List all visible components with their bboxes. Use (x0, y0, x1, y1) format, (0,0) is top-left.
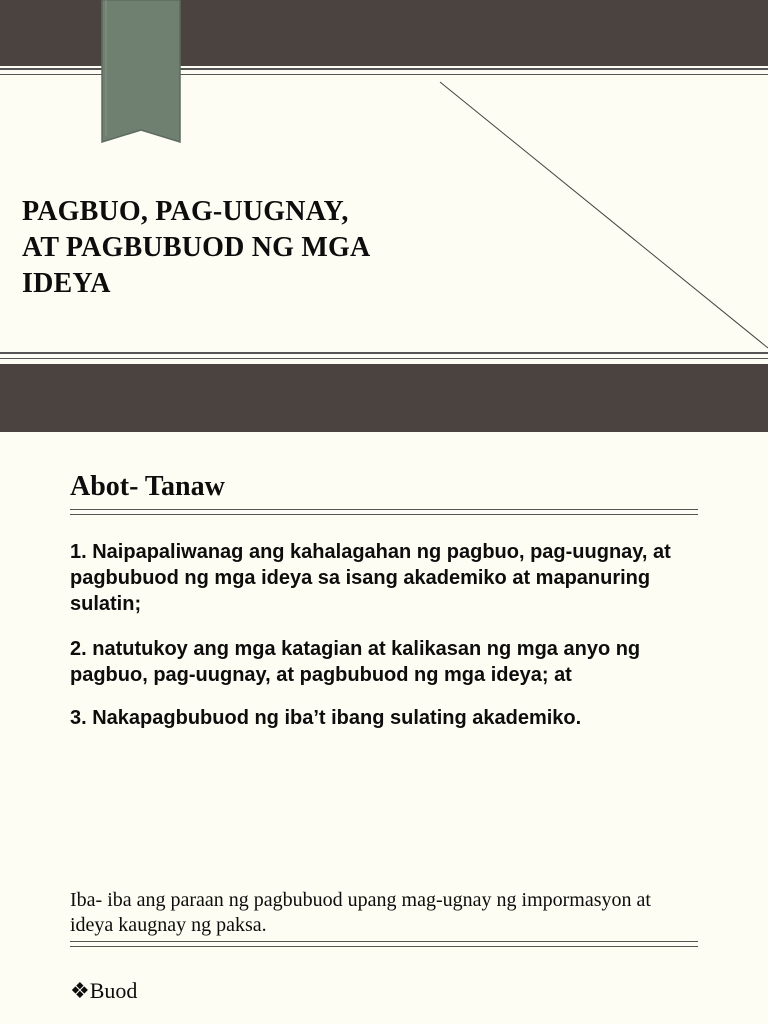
title-line-3: IDEYA (22, 268, 111, 299)
objective-2: 2. natutukoy ang mga katagian at kalikasan ng mga anyo ng pagbuo, pag-uugnay, at pagbubuod ng mga ideya; at (70, 638, 641, 686)
mid-divider (0, 352, 768, 354)
diamond-bullet-icon: ❖ (70, 978, 90, 1003)
title-line-2: AT PAGBUBUOD NG MGA (22, 232, 371, 263)
mid-divider-thin (0, 358, 768, 359)
title-line-1: PAGBUO, PAG-UUGNAY, (22, 196, 349, 227)
note-rule-1 (70, 941, 698, 942)
slide-title (22, 194, 442, 302)
objective-3: 3. Nakapagbubuod ng iba’t ibang sulating akademiko. (70, 707, 582, 729)
heading-rule-1 (70, 509, 698, 510)
diagonal-line (0, 0, 768, 360)
heading-rule-2 (70, 514, 698, 515)
intro-text: Iba- iba ang paraan ng pagbubuod upang mag-ugnay ng impormasyon at ideya kaugnay ng paksa. (70, 889, 651, 936)
bottom-band (0, 364, 768, 432)
bullet-label: Buod (89, 978, 138, 1003)
section-heading: Abot- Tanaw (70, 471, 225, 502)
bullet-item (70, 977, 137, 1005)
note-rule-2 (70, 946, 698, 947)
objective-1: 1. Naipapaliwanag ang kahalagahan ng pagbuo, pag-uugnay, at pagbubuod ng mga ideya sa isang akademiko at mapanuring sulatin; (70, 541, 671, 615)
